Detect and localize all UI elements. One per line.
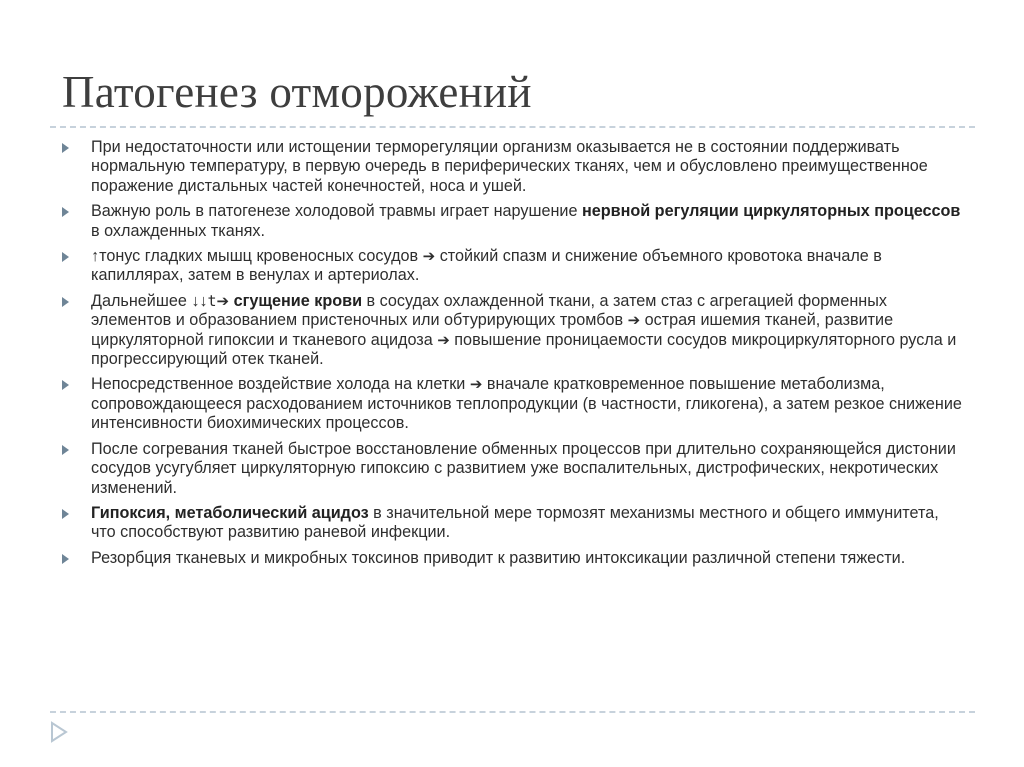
arrow-right-icon: ➔ [422,248,436,266]
bullet-text: в охлажденных тканях. [91,221,265,240]
bullet-item [62,440,967,498]
bullet-text: острая ишемия тканей, развитие циркуляторной гипоксии и тканевого ацидоза [91,311,894,349]
bullet-text: При недостаточности или истощении терморегуляции организм оказывается не в состоянии поддерживать нормальную температуру, в первую очередь в периферических тканях, чем и обусловлено преимущественное поражение дистальных частей конечностей, носа и ушей. [91,138,928,195]
bullet-list [62,138,967,574]
bullet-item [62,292,967,370]
triangle-right-icon [62,554,69,564]
arrow-right-icon: ➔ [627,312,641,330]
bullet-item [62,138,967,196]
arrow-right-icon: ➔ [469,376,483,394]
triangle-right-outline-icon [50,721,68,743]
bullet-text: Резорбция тканевых и микробных токсинов приводит к развитию интоксикации различной степени тяжести. [91,548,906,567]
triangle-right-icon [62,207,69,217]
arrow-right-icon: ➔ [437,331,450,349]
title-divider [50,126,975,128]
triangle-right-icon [62,297,69,307]
bullet-text: нервной регуляции циркуляторных процессов [581,202,961,221]
bullet-text: t [207,291,217,310]
bullet-text: Дальнейшее ↓↓ [91,291,208,310]
bullet-text: После согревания тканей быстрое восстановление обменных процессов при длительно сохраняющейся дистонии сосудов усугубляет циркуляторную гипоксию с развитием уже воспалительных, дистрофических, некротических изменений. [91,439,956,497]
triangle-right-icon [62,509,69,519]
triangle-right-icon [62,445,69,455]
bullet-text: стойкий спазм и снижение объемного кровотока вначале в капиллярах, затем в венулах и артериолах. [91,247,882,285]
bullet-text: Важную роль в патогенезе холодовой травмы играет нарушение [91,202,582,221]
arrow-right-icon: ➔ [216,292,230,310]
footer-divider [50,711,975,713]
bullet-item [62,202,967,241]
bullet-text: в сосудах охлажденной ткани, а затем стаз с агрегацией форменных элементов и образованием пристеночных или обтурирующих тромбов [91,291,887,330]
triangle-right-icon [62,380,69,390]
slide-title: Патогенез отморожений [62,67,532,117]
bullet-text: Гипоксия, метаболический ацидоз [91,503,369,522]
bullet-text: вначале кратковременное повышение метаболизма, сопровождающееся расходованием источников теплопродукции (в частности, гликогена), а затем резкое снижение интенсивности биохимических процессов. [91,375,962,433]
bullet-text: сгущение крови [233,291,363,310]
bullet-text: повышение проницаемости сосудов микроциркуляторного русла и прогрессирующий отек тканей. [91,330,957,369]
triangle-right-icon [62,143,69,153]
triangle-right-icon [62,252,69,262]
bullet-item [62,549,967,568]
bullet-text: ↑тонус гладких мышц кровеносных сосудов [91,247,423,266]
bullet-text: Непосредственное воздействие холода на клетки [91,375,470,394]
bullet-item [62,504,967,543]
bullet-text: в значительной мере тормозят механизмы местного и общего иммунитета, что способствуют развитию раневой инфекции. [91,503,939,542]
bullet-item [62,247,967,286]
bullet-item [62,375,967,433]
